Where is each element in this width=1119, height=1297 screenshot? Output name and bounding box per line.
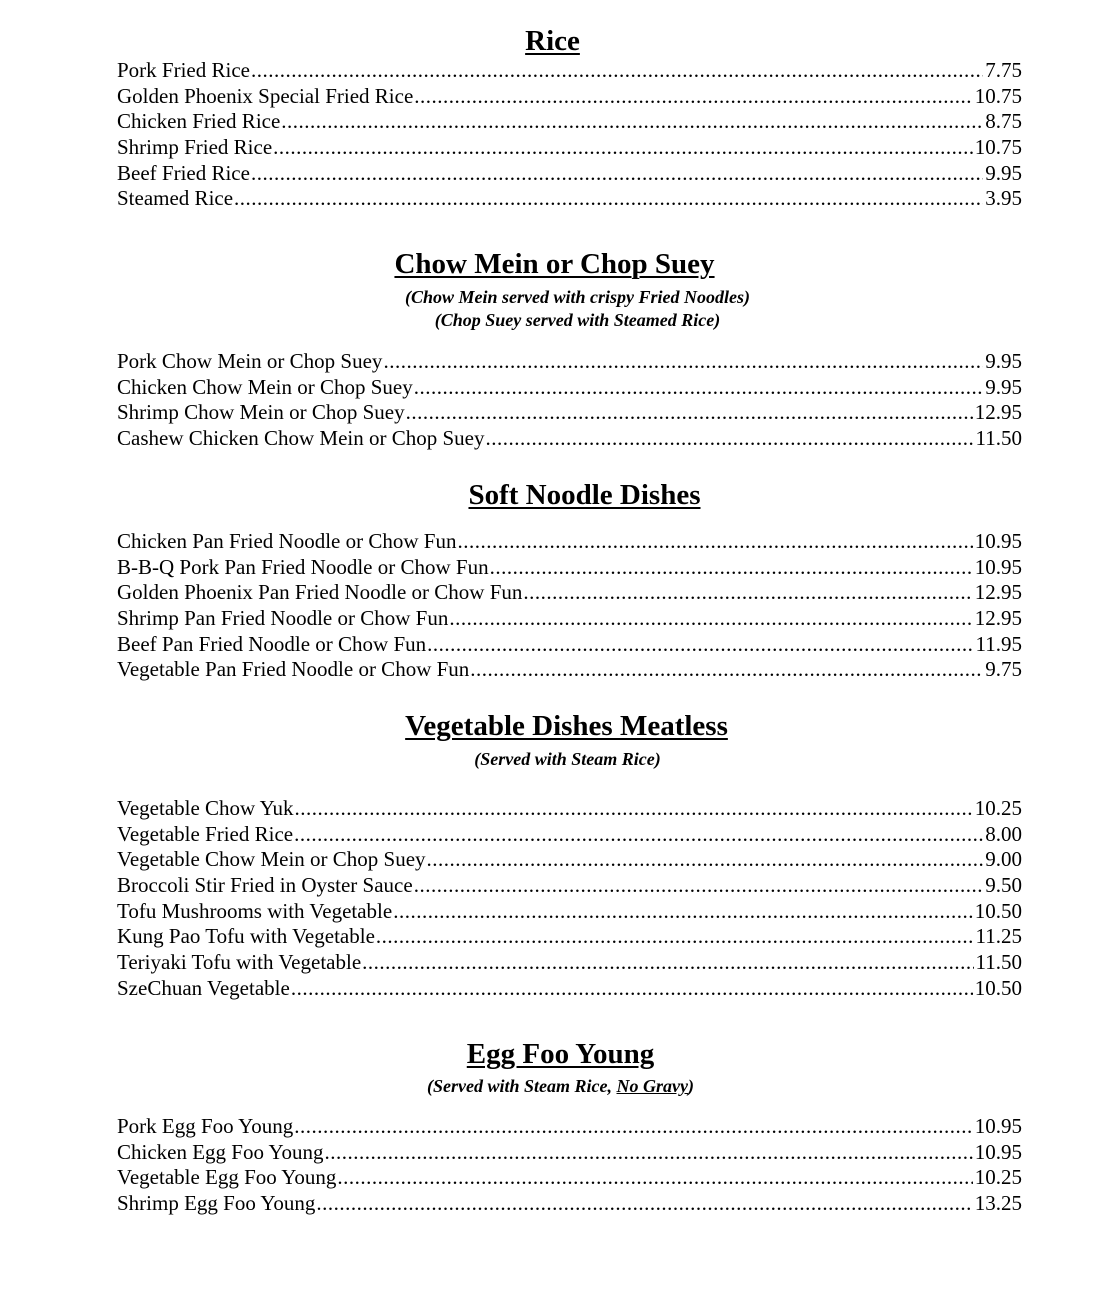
menu-item-price: 10.95 [974,1114,1022,1138]
menu-item-name: Steamed Rice [117,186,234,211]
egg-foo-young-section [117,0,1022,1230]
menu-item-name: Pork Egg Foo Young [117,1114,294,1138]
menu-item-price: 11.50 [975,950,1022,975]
egg-foo-young-heading: Egg Foo Young [466,1038,655,1070]
menu-item-price: 13.25 [974,1191,1022,1216]
menu-item-name: Golden Phoenix Pan Fried Noodle or Chow Fun [117,580,523,605]
menu-item-price: 9.75 [985,657,1022,682]
menu-item-price: 9.00 [985,847,1022,872]
menu-item [117,1191,1022,1217]
chow-mein-note-noodles: (Chow Mein served with crispy Fried Noodles) [405,287,750,307]
menu-item-name: Golden Phoenix Special Fried Rice [117,83,414,108]
menu-item-name: Chicken Pan Fried Noodle or Chow Fun [117,529,457,553]
menu-item-price: 10.75 [974,83,1022,108]
menu-item-price: 9.50 [985,873,1022,898]
chow-mein-heading: Chow Mein or Chop Suey [394,248,715,280]
menu-item-price: 7.75 [985,58,1022,82]
menu-item-price: 10.95 [974,554,1022,579]
menu-item-name: Shrimp Pan Fried Noodle or Chow Fun [117,606,449,631]
menu-item-price: 10.95 [974,529,1022,553]
menu-item-name: Tofu Mushrooms with Vegetable [117,898,393,923]
menu-item-name: Chicken Egg Foo Young [117,1139,324,1164]
menu-item-name: SzeChuan Vegetable [117,975,290,1000]
menu-item-name: Broccoli Stir Fried in Oyster Sauce [117,873,413,898]
egg-foo-young-note: (Served with Steam Rice, No Gravy) [427,1076,694,1096]
menu-item-name: Teriyaki Tofu with Vegetable [117,950,362,975]
menu-item-price: 11.95 [975,631,1022,656]
menu-item [117,1140,1022,1166]
menu-item-name: Beef Pan Fried Noodle or Chow Fun [117,631,427,656]
soft-noodle-heading: Soft Noodle Dishes [468,479,701,511]
menu-item-name: Vegetable Pan Fried Noodle or Chow Fun [117,657,470,682]
menu-item-price: 10.50 [974,898,1022,923]
rice-heading: Rice [525,25,580,57]
menu-item-price: 10.25 [974,796,1022,820]
menu-item-price: 12.95 [974,580,1022,605]
menu-item-name: Kung Pao Tofu with Vegetable [117,924,375,949]
egg-foo-young-items [117,1114,1022,1217]
menu-item-name: Beef Fried Rice [117,160,250,185]
chow-mein-note-rice: (Chop Suey served with Steamed Rice) [434,310,721,330]
menu-item-price: 9.95 [985,349,1022,373]
menu-item-price: 8.00 [985,821,1022,846]
menu-item-name: Vegetable Chow Yuk [117,796,294,820]
menu-item-price: 10.50 [974,975,1022,1000]
menu-item-price: 12.95 [974,400,1022,425]
menu-item-name: Chicken Chow Mein or Chop Suey [117,374,413,399]
menu-item [117,1114,1022,1140]
menu-item-name: Pork Fried Rice [117,58,250,82]
menu-item-name: Shrimp Chow Mein or Chop Suey [117,400,405,425]
dot-leader [337,1165,972,1191]
menu-item-name: Cashew Chicken Chow Mein or Chop Suey [117,426,485,451]
menu-item-price: 10.95 [974,1139,1022,1164]
menu-item-name: Chicken Fried Rice [117,109,281,134]
menu-item-price: 11.25 [975,924,1022,949]
menu-item-name: Shrimp Fried Rice [117,135,273,160]
menu-item-price: 8.75 [985,109,1022,134]
dot-leader [316,1191,972,1217]
menu-item-price: 10.25 [974,1165,1022,1190]
menu-item-name: Vegetable Fried Rice [117,821,294,846]
menu-item-price: 3.95 [985,186,1022,211]
menu-item-price: 12.95 [974,606,1022,631]
vegetable-note: (Served with Steam Rice) [474,749,661,769]
menu-item-price: 10.75 [974,135,1022,160]
menu-item-name: B-B-Q Pork Pan Fried Noodle or Chow Fun [117,554,489,579]
menu-item [117,1165,1022,1191]
menu-item-name: Vegetable Egg Foo Young [117,1165,337,1190]
vegetable-heading: Vegetable Dishes Meatless [405,710,728,742]
dot-leader [325,1140,973,1166]
menu-item-name: Vegetable Chow Mein or Chop Suey [117,847,426,872]
menu-item-price: 11.50 [975,426,1022,451]
menu-item-name: Shrimp Egg Foo Young [117,1191,316,1216]
menu-item-price: 9.95 [985,160,1022,185]
no-gravy-text: No Gravy [616,1076,688,1096]
menu-item-price: 9.95 [985,374,1022,399]
dot-leader [294,1114,973,1140]
menu-item-name: Pork Chow Mein or Chop Suey [117,349,383,373]
